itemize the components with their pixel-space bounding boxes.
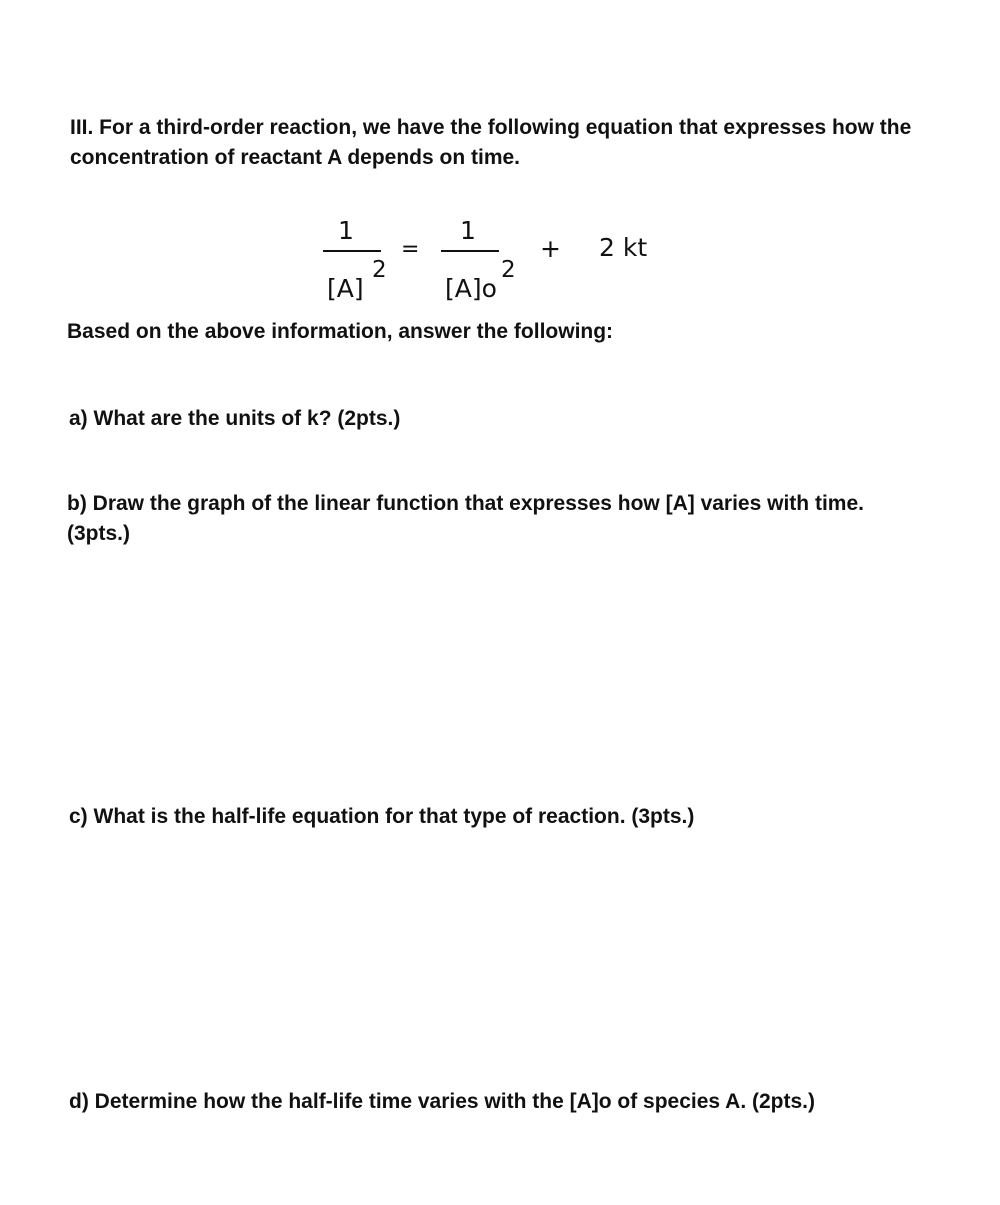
rhs-numerator: 1	[460, 216, 476, 245]
question-d: d) Determine how the half-life time varies with the [A]o of species A. (2pts.)	[69, 1090, 816, 1113]
lhs-denominator: [A]	[327, 274, 364, 303]
lhs-fraction-bar	[323, 250, 381, 252]
lhs-exponent: 2	[372, 257, 387, 283]
question-c: c) What is the half-life equation for that type of reaction. (3pts.)	[69, 805, 695, 828]
rate-equation	[320, 215, 660, 310]
question-a: a) What are the units of k? (2pts.)	[69, 407, 401, 430]
rhs-fraction-bar	[441, 250, 499, 252]
equals-sign: =	[401, 237, 420, 262]
lhs-numerator: 1	[338, 216, 354, 245]
instructions-lead: Based on the above information, answer the following:	[67, 320, 614, 343]
rate-term: 2 kt	[599, 233, 648, 262]
question-b: b) Draw the graph of the linear function that expresses how [A] varies with time. (3pts.)	[67, 492, 864, 545]
rhs-exponent: 2	[501, 257, 516, 283]
problem-intro: III. For a third-order reaction, we have the following equation that expresses how the concentration of reactant A depends on time.	[70, 116, 912, 169]
plus-sign: +	[540, 234, 561, 263]
rhs-denominator: [A]o	[445, 274, 497, 303]
